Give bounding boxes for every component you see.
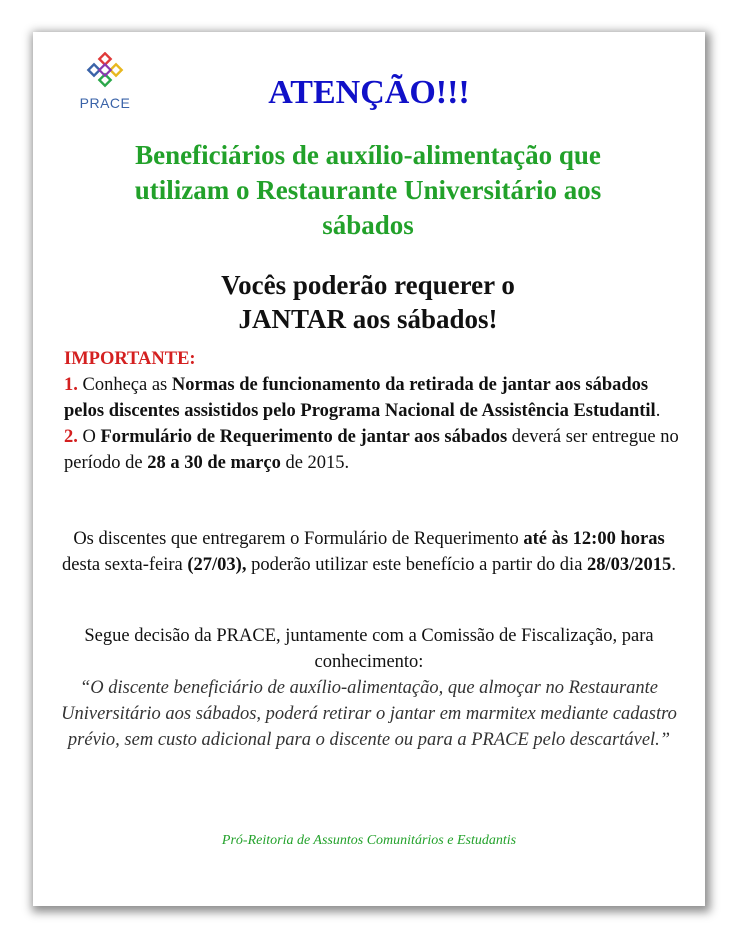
important-section [64,346,689,476]
item-2-text-2: deverá ser entregue no período de [64,427,679,473]
important-item-2 [64,424,689,476]
item-2-number: 2. [64,427,78,447]
decision-quote: “O discente beneficiário de auxílio-alimentação, que almoçar no Restaurante Universitário aos sábados, poderá retirar o jantar em marmitex mediante cadastro prévio, sem custo adicional para o discente ou para a PRACE pelo descartável.” [61,678,677,750]
deadline-bold-3: 28/03/2015 [587,555,672,575]
deadline-paragraph [53,526,685,578]
headline-line-1: Vocês poderão requerer o [221,270,515,300]
page-title: ATENÇÃO!!! [268,74,470,111]
logo-text: PRACE [79,95,131,111]
item-1-text: Conheça as [77,375,172,395]
deadline-text-1: Os discentes que entregarem o Formulário de Requerimento [73,529,524,549]
item-2-end: de 2015. [280,453,350,473]
deadline-text-3: poderão utilizar este benefício a partir do dia [246,555,588,575]
decision-section [53,623,685,753]
notice-page [33,32,705,906]
deadline-bold-2: (27/03), [187,555,247,575]
item-2-text: O [77,427,101,447]
deadline-bold-1: até às 12:00 horas [523,529,665,549]
important-item-1 [64,372,689,424]
item-1-bold: Normas de funcionamento da retirada de jantar aos sábados pelos discentes assistidos pelo Programa Nacional de Assistência Estudantil [64,375,656,421]
deadline-text-2: desta sexta-feira [62,555,188,575]
item-1-number: 1. [64,375,78,395]
important-label: IMPORTANTE: [64,349,196,369]
item-2-bold-2: 28 a 30 de março [147,453,281,473]
item-1-end: . [655,401,661,421]
footer-text: Pró-Reitoria de Assuntos Comunitários e Estudantis [221,833,517,848]
headline [93,268,643,336]
subtitle-line-3: sábados [322,210,414,240]
subtitle-line-1: Beneficiários de auxílio-alimentação que [135,140,601,170]
decision-intro: Segue decisão da PRACE, juntamente com a Comissão de Fiscalização, para conhecimento: [84,626,654,672]
headline-line-2: JANTAR aos sábados! [238,304,498,334]
deadline-text-4: . [671,555,676,575]
item-2-bold: Formulário de Requerimento de jantar aos sábados [100,427,508,447]
subtitle [73,138,663,243]
subtitle-line-2: utilizam o Restaurante Universitário aos [134,175,602,205]
